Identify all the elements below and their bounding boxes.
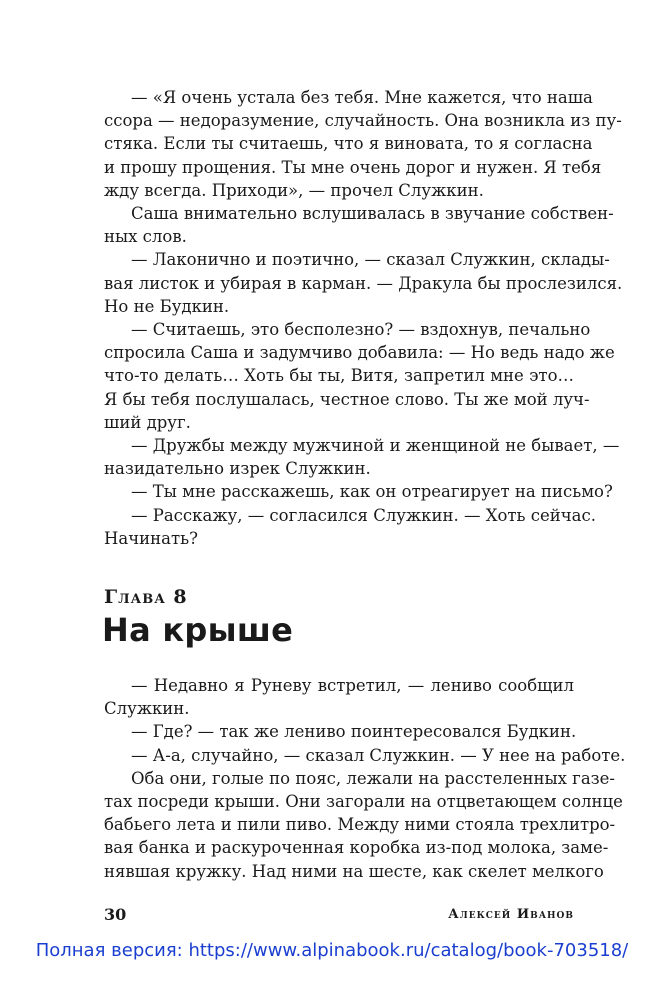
text-line: ссора — недоразумение, случайность. Она возникла из пу-	[104, 111, 622, 131]
text-line: — Недавно я Руневу встретил, — лениво сообщил	[131, 676, 574, 695]
text-line: тах посреди крыши. Они загорали на отцветающем солнце	[104, 792, 623, 811]
full-version-link[interactable]: Полная версия: https://www.alpinabook.ru/catalog/book-703518/	[35, 940, 629, 961]
text-line: Оба они, голые по пояс, лежали на расстеленных газе-	[131, 768, 615, 788]
text-line: — Дружбы между мужчиной и женщиной не бывает, —	[131, 436, 620, 455]
text-line: ных слов.	[104, 227, 187, 247]
text-line: Я бы тебя послушалась, честное слово. Ты же мой луч-	[104, 389, 590, 409]
text-line: — Расскажу, — согласился Служкин. — Хоть сейчас.	[131, 505, 596, 525]
chapter-label: Глава 8	[104, 586, 188, 608]
text-line: — «Я очень устала без тебя. Мне кажется, что наша	[131, 88, 593, 107]
running-head: Алексей Иванов	[448, 907, 574, 922]
text-line: бабьего лета и пили пиво. Между ними стояла трехлитро-	[104, 815, 616, 835]
text-line: и прошу прощения. Ты мне очень дорог и нужен. Я тебя	[104, 157, 602, 177]
text-line: вая листок и убирая в карман. — Дракула бы прослезился.	[104, 273, 623, 293]
text-line: вая банка и раскуроченная коробка из-под молока, заме-	[104, 838, 609, 858]
text-line: жду всегда. Приходи», — прочел Служкин.	[104, 180, 484, 200]
text-line: — Где? — так же лениво поинтересовался Будкин.	[131, 722, 577, 742]
text-line: Но не Будкин.	[104, 296, 230, 316]
text-line: — Считаешь, это бесполезно? — вздохнув, печально	[131, 320, 591, 339]
chapter-title: На крыше	[102, 611, 294, 649]
text-line: назидательно изрек Служкин.	[104, 459, 371, 479]
text-line: Саша внимательно вслушивалась в звучание собствен-	[131, 204, 614, 223]
text-line: спросила Саша и задумчиво добавила: — Но ведь надо же	[104, 343, 615, 363]
text-line: ший друг.	[104, 412, 191, 432]
page-number: 30	[104, 905, 127, 924]
text-line: Начинать?	[104, 528, 198, 548]
text-line: — Лаконично и поэтично, — сказал Служкин, склады-	[131, 250, 610, 270]
text-line: стяка. Если ты считаешь, что я виновата, то я согласна	[104, 134, 593, 154]
text-line: — А-а, случайно, — сказал Служкин. — У нее на работе.	[131, 745, 626, 765]
text-line: Служкин.	[104, 699, 190, 719]
text-line: нявшая кружку. Над ними на шесте, как скелет мелкого	[104, 861, 604, 881]
text-line: что-то делать… Хоть бы ты, Витя, запретил мне это…	[104, 366, 574, 386]
text-line: — Ты мне расскажешь, как он отреагирует на письмо?	[131, 482, 613, 502]
